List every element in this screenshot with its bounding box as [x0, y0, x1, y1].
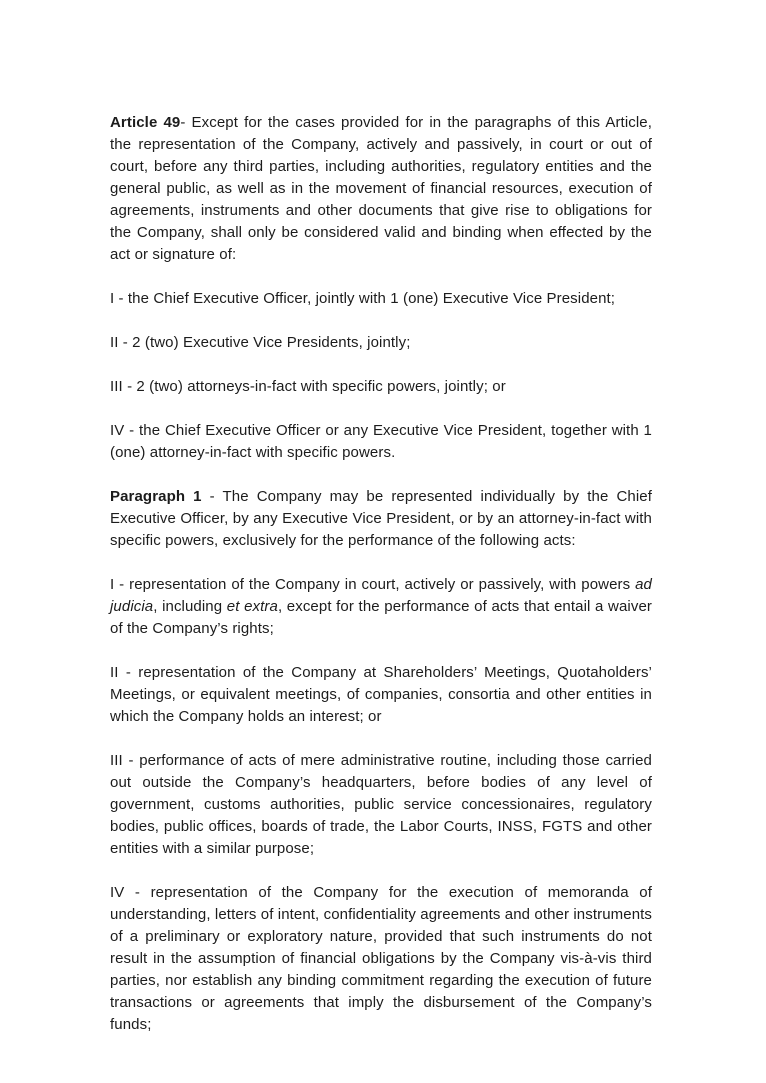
text-run: IV - the Chief Executive Officer or any Executive Vice President, together with 1 (one) attorney-in-fact with specific powers. [110, 422, 652, 461]
text-run: , except for the performance of acts that entail a waiver of the Company’s rights; [110, 598, 652, 637]
text-run-bold: Paragraph 1 [110, 488, 202, 505]
paragraph-1-item-ii [110, 662, 652, 728]
paragraph-1-item-i [110, 574, 652, 640]
text-run: III - 2 (two) attorneys-in-fact with specific powers, jointly; or [110, 378, 506, 395]
text-run: , including [153, 598, 227, 615]
paragraph-1 [110, 486, 652, 552]
article-49-item-i [110, 288, 652, 310]
text-run: II - representation of the Company at Shareholders’ Meetings, Quotaholders’ Meetings, or equivalent meetings, of companies, consortia and other entities in which the Company holds an interest; or [110, 664, 652, 725]
paragraph-1-item-iv [110, 882, 652, 1036]
text-run: III - performance of acts of mere administrative routine, including those carried out outside the Company’s headquarters, before bodies of any level of government, customs authorities, public service concessionaires, regulatory bodies, public offices, boards of trade, the Labor Courts, INSS, FGTS and other entities with a similar purpose; [110, 752, 652, 857]
text-run: I - representation of the Company in court, actively or passively, with powers [110, 576, 636, 593]
text-run: - The Company may be represented individually by the Chief Executive Officer, by any Executive Vice President, or by an attorney-in-fact with specific powers, exclusively for the performance of the following acts: [110, 488, 652, 549]
text-run-italic: ad judicia [110, 576, 652, 615]
text-run-bold: Article 49 [110, 114, 181, 131]
article-49-paragraph [110, 112, 652, 266]
text-run: - Except for the cases provided for in the paragraphs of this Article, the representation of the Company, actively and passively, in court or out of court, before any third parties, including authorities, regulatory entities and the general public, as well as in the movement of financial resources, execution of agreements, instruments and other documents that give rise to obligations for the Company, shall only be considered valid and binding when effected by the act or signature of: [110, 114, 652, 263]
text-run-italic: et extra [226, 598, 278, 615]
article-49-item-iv [110, 420, 652, 464]
text-run: I - the Chief Executive Officer, jointly with 1 (one) Executive Vice President; [110, 290, 616, 307]
text-run: II - 2 (two) Executive Vice Presidents, jointly; [110, 334, 411, 351]
document-body [110, 112, 652, 1036]
article-49-item-iii [110, 376, 652, 398]
article-49-item-ii [110, 332, 652, 354]
paragraph-1-item-iii [110, 750, 652, 860]
text-run: IV - representation of the Company for the execution of memoranda of understanding, letters of intent, confidentiality agreements and other instruments of a preliminary or exploratory nature, provided that such instruments do not result in the assumption of financial obligations by the Company vis-à-vis third parties, nor establish any binding commitment regarding the execution of future transactions or agreements that imply the disbursement of the Company’s funds; [110, 884, 652, 1033]
